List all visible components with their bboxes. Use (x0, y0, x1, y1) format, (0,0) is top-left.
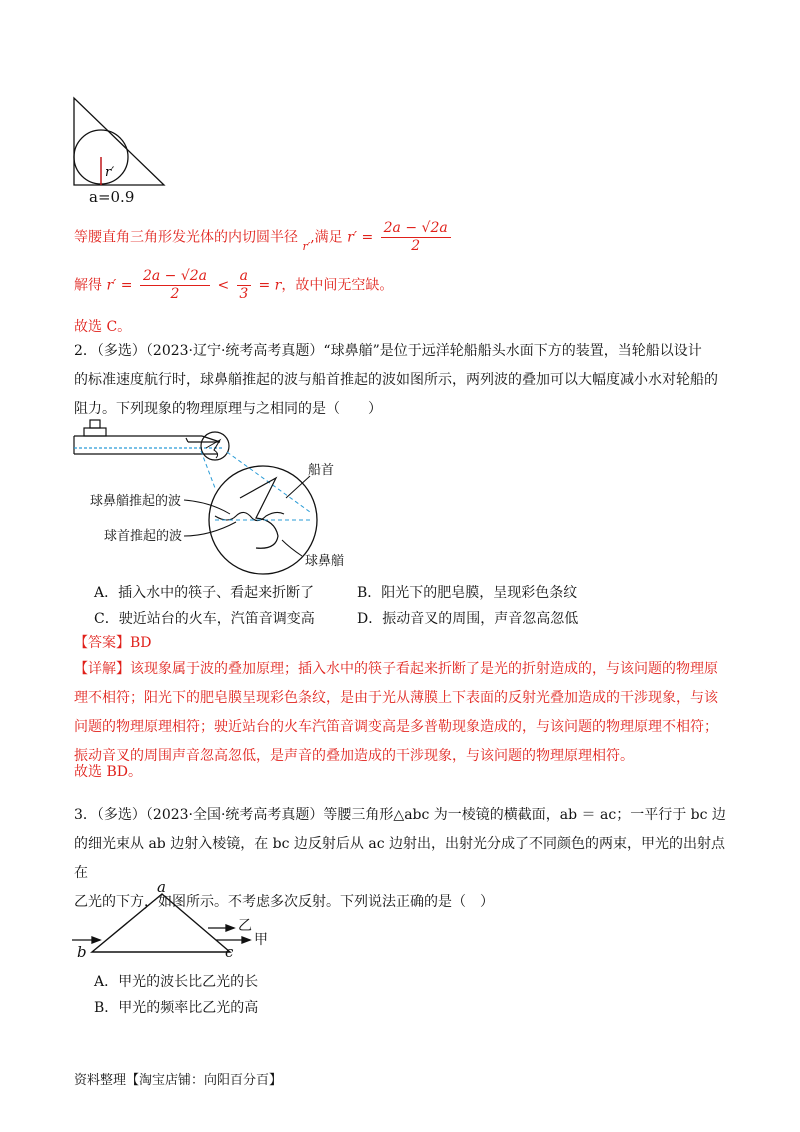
ray-yi (208, 925, 234, 931)
solution-fraction-2 (237, 268, 251, 303)
q2-detail-line: 振动音叉的周围声音忽高忽低，是声音的叠加造成的干涉现象，与该问题的物理原理相符。 (74, 748, 634, 764)
radius-fraction-denominator: 2 (411, 238, 421, 254)
wave-curve (215, 512, 284, 520)
q2-answer-tag: 【答案】BD (74, 635, 152, 651)
ray-yi-label: 乙 (238, 918, 252, 934)
less-than-sign: < (217, 277, 230, 294)
q2-stem-line: 的标准速度航行时，球鼻艏推起的波与船首推起的波如图所示，两列波的叠加可以大幅度减小水对轮船的 (74, 372, 718, 388)
condition-text: 等腰直角三角形发光体的内切圆半径 (74, 229, 298, 246)
radius-solution-line (74, 268, 393, 303)
r-prime-symbol: r′ (302, 239, 311, 253)
label-bow: 船首 (308, 463, 335, 478)
radius-label: r′ (105, 165, 115, 180)
vertex-a-label: a (157, 878, 166, 896)
page-footer: 资料整理【淘宝店铺：向阳百分百】 (74, 1073, 283, 1088)
ray-jia-label: 甲 (254, 932, 268, 948)
q2-stem (74, 337, 734, 424)
condition-mid: 满足 (314, 229, 343, 246)
label-bulb-wave: 球鼻艏推起的波 (90, 494, 182, 509)
q2-detail-line: 【详解】该现象属于波的叠加原理；插入水中的筷子看起来折断了是光的折射造成的，与该问题的物理原 (74, 661, 718, 677)
q2-detail-line: 问题的物理原理相符；驶近站台的火车汽笛音调变高是多普勒现象造成的，与该问题的物理原理不相符； (74, 719, 718, 735)
q3-option-b[interactable]: B．甲光的频率比乙光的高 (94, 1000, 259, 1016)
solution-fraction-2-numerator: a (237, 268, 251, 286)
side-length-label: a=0.9 (89, 188, 135, 206)
q2-stem-line: 阻力。下列现象的物理原理与之相同的是（ ） (74, 401, 382, 417)
q3-stem-line: 乙光的下方，如图所示。不考虑多次反射。下列说法正确的是（ ） (74, 894, 494, 910)
radius-fraction (381, 220, 451, 255)
label-bow-wave: 球首推起的波 (104, 529, 183, 544)
q2-option-c[interactable]: C．驶近站台的火车，汽笛音调变高 (94, 611, 315, 627)
radius-fraction-numerator: 2a − √2a (381, 220, 451, 238)
equals-r: = r (258, 277, 282, 294)
solution-fraction-1 (140, 268, 210, 303)
right-triangle (74, 98, 164, 185)
q2-option-b[interactable]: B．阳光下的肥皂膜，呈现彩色条纹 (357, 585, 578, 601)
q1-answer: 故选 C。 (74, 319, 132, 335)
prism-figure (70, 880, 290, 965)
q2-option-d[interactable]: D．振动音叉的周围，声音忽高忽低 (357, 611, 579, 627)
bow-zoom-circle-small (201, 432, 229, 460)
q3-stem-line: 3．（多选）（2023·全国·统考高考真题）等腰三角形△abc 为一棱镜的横截面，ab ＝ ac；一平行于 bc 边 (74, 807, 726, 823)
label-bulb: 球鼻艏 (305, 554, 345, 569)
solution-fraction-1-denominator: 2 (170, 286, 180, 302)
q2-option-a[interactable]: A．插入水中的筷子、看起来折断了 (94, 585, 315, 601)
solution-fraction-1-numerator: 2a − √2a (140, 268, 210, 286)
bow-shape-small (206, 440, 220, 458)
incircle-radius-condition: 等腰直角三角形发光体的内切圆半径 $_{r'}$,满足 r′ = $\frac{2a - √2a}{2}$ (74, 220, 454, 255)
prism-triangle (92, 894, 230, 952)
vertex-b-label: b (77, 943, 87, 961)
solution-suffix: ，故中间无空缺。 (281, 277, 394, 294)
formula-lhs: r′ = (347, 229, 374, 246)
ship-hull (74, 420, 222, 454)
vertex-c-label: c (225, 943, 234, 961)
q2-detail-line: 理不相符；阳光下的肥皂膜呈现彩色条纹，是由于光从薄膜上下表面的反射光叠加造成的干涉现象，与该 (74, 690, 718, 706)
q3-option-a[interactable]: A．甲光的波长比乙光的长 (94, 974, 259, 990)
q3-stem-line: 的细光束从 ab 边射入棱镜，在 bc 边反射后从 ac 边射出，出射光分成了不同颜色的两束，甲光的出射点在 (74, 836, 725, 881)
solution-lhs: r′ = (106, 277, 133, 294)
q2-stem-line: 2．（多选）（2023·辽宁·统考高考真题）“球鼻艏”是位于远洋轮船船头水面下方的装置，当轮船以设计 (74, 343, 702, 359)
solution-fraction-2-denominator: 3 (239, 286, 249, 302)
q2-conclusion: 故选 BD。 (74, 764, 142, 780)
solution-prefix: 解得 (74, 277, 102, 294)
q2-detail (74, 655, 734, 771)
